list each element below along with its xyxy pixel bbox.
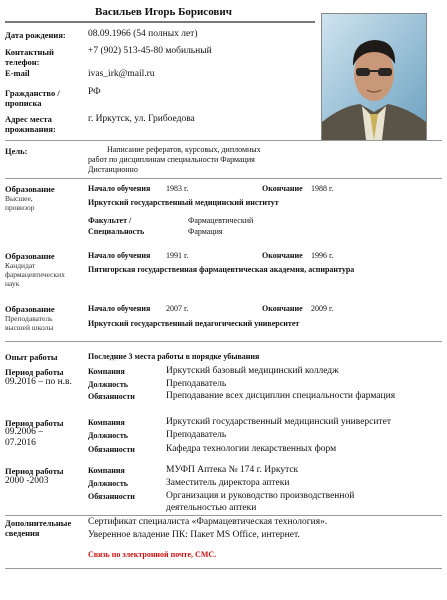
education-3-start-label: Начало обучения	[88, 304, 151, 313]
education-2-end: 1996 г.	[311, 251, 334, 260]
job-3-duties-line2: деятельностью аптеки	[166, 503, 257, 513]
job-3-company: МУФП Аптека № 174 г. Иркутск	[166, 465, 299, 475]
job-2-position-label: Должность	[88, 431, 129, 440]
job-2-period-line2: 07.2016	[5, 438, 36, 448]
divider	[5, 140, 442, 141]
birth-date-value: 08.09.1966 (54 полных лет)	[88, 29, 198, 39]
job-1-duties: Преподавание всех дисциплин специальности фармация	[166, 391, 396, 401]
education-2-degree-line3: наук	[5, 279, 20, 288]
job-2-position: Преподаватель	[166, 430, 227, 440]
resume-name: Васильев Игорь Борисович	[95, 6, 232, 18]
education-1-label: Образование	[5, 184, 55, 194]
job-2-company-label: Компания	[88, 418, 125, 427]
phone-label-line1: Контактный	[5, 47, 54, 57]
job-2-period-label: Период работы	[5, 418, 64, 428]
education-2-institution: Пятигорская государственная фармацевтическая академия, аспирантура	[88, 265, 355, 274]
education-1-qualification: провизор	[5, 203, 35, 212]
education-3-degree-line2: высшей школы	[5, 323, 54, 332]
experience-label: Опыт работы	[5, 352, 58, 362]
goal-label: Цель:	[5, 146, 28, 156]
job-1-period-label: Период работы	[5, 367, 64, 377]
goal-line-2: работ по дисциплинам специальности Фармация	[88, 155, 255, 164]
education-2-start: 1991 г.	[166, 251, 189, 260]
education-3-start: 2007 г.	[166, 304, 189, 313]
profile-photo	[321, 13, 427, 141]
citizenship-label-line2: прописка	[5, 98, 42, 108]
additional-line-1: Сертификат специалиста «Фармацевтическая технология».	[88, 517, 328, 527]
job-3-period-label: Период работы	[5, 466, 64, 476]
job-3-position: Заместитель директора аптеки	[166, 478, 290, 488]
education-1-degree: Высшее,	[5, 194, 33, 203]
experience-heading: Последние 3 места работы в порядке убывания	[88, 352, 260, 361]
education-3-label: Образование	[5, 304, 55, 314]
job-3-position-label: Должность	[88, 479, 129, 488]
job-3-company-label: Компания	[88, 466, 125, 475]
birth-date-label: Дата рождения:	[5, 30, 66, 40]
job-1-company: Иркутский базовый медицинский колледж	[166, 366, 339, 376]
job-1-period: 09.2016 – по н.в.	[5, 377, 72, 387]
divider	[5, 341, 442, 342]
education-1-start-label: Начало обучения	[88, 184, 151, 193]
job-3-period: 2000 -2003	[5, 476, 49, 486]
job-1-position-label: Должность	[88, 380, 129, 389]
top-rule	[5, 21, 315, 23]
address-value: г. Иркутск, ул. Грибоедова	[88, 114, 195, 124]
address-label-line2: проживания:	[5, 124, 56, 134]
education-2-degree-line1: Кандидат	[5, 261, 36, 270]
goal-line-3: Дистанционно	[88, 165, 138, 174]
job-1-duties-label: Обязанности	[88, 392, 135, 401]
education-1-start: 1983 г.	[166, 184, 189, 193]
job-2-duties: Кафедра технологии лекарственных форм	[166, 444, 337, 454]
contact-note: Связь по электронной почте, СМС.	[88, 550, 217, 559]
email-value[interactable]: ivas_irk@mail.ru	[88, 69, 155, 79]
education-3-degree-line1: Преподаватель	[5, 314, 53, 323]
email-label: E-mail	[5, 68, 30, 78]
job-2-period-line1: 09.2006 –	[5, 427, 43, 437]
job-2-duties-label: Обязанности	[88, 445, 135, 454]
bottom-divider	[5, 568, 442, 569]
education-2-start-label: Начало обучения	[88, 251, 151, 260]
education-1-institution: Иркутский государственный медицинский институт	[88, 198, 279, 207]
education-1-faculty-label: Факультет /	[88, 216, 132, 225]
education-3-institution: Иркутский государственный педагогический университет	[88, 319, 300, 328]
education-2-end-label: Окончание	[262, 251, 303, 260]
education-2-degree-line2: фармацевтических	[5, 270, 65, 279]
job-3-duties-label: Обязанности	[88, 492, 135, 501]
divider	[5, 515, 442, 516]
divider	[5, 178, 442, 179]
education-3-end-label: Окончание	[262, 304, 303, 313]
additional-line-2: Уверенное владение ПК: Пакет MS Office, интернет.	[88, 530, 300, 540]
additional-label-line1: Дополнительные	[5, 518, 72, 528]
education-3-end: 2009 г.	[311, 304, 334, 313]
education-1-speciality-label: Специальность	[88, 227, 145, 236]
job-1-company-label: Компания	[88, 367, 125, 376]
education-1-faculty-value: Фармацевтический	[188, 216, 254, 225]
education-2-label: Образование	[5, 251, 55, 261]
citizenship-value: РФ	[88, 87, 101, 97]
citizenship-label-line1: Гражданство /	[5, 88, 60, 98]
education-1-speciality-value: Фармация	[188, 227, 223, 236]
education-1-end-label: Окончание	[262, 184, 303, 193]
phone-label-line2: телефон:	[5, 57, 40, 67]
goal-line-1: Написание рефератов, курсовых, дипломных	[107, 145, 261, 154]
additional-label-line2: сведения	[5, 528, 40, 538]
address-label-line1: Адрес места	[5, 114, 52, 124]
education-1-end: 1988 г.	[311, 184, 334, 193]
phone-value: +7 (902) 513-45-80 мобильный	[88, 46, 212, 56]
job-1-position: Преподаватель	[166, 379, 227, 389]
job-3-duties-line1: Организация и руководство производственной	[166, 491, 355, 501]
job-2-company: Иркутский государственный медицинский университет	[166, 417, 391, 427]
